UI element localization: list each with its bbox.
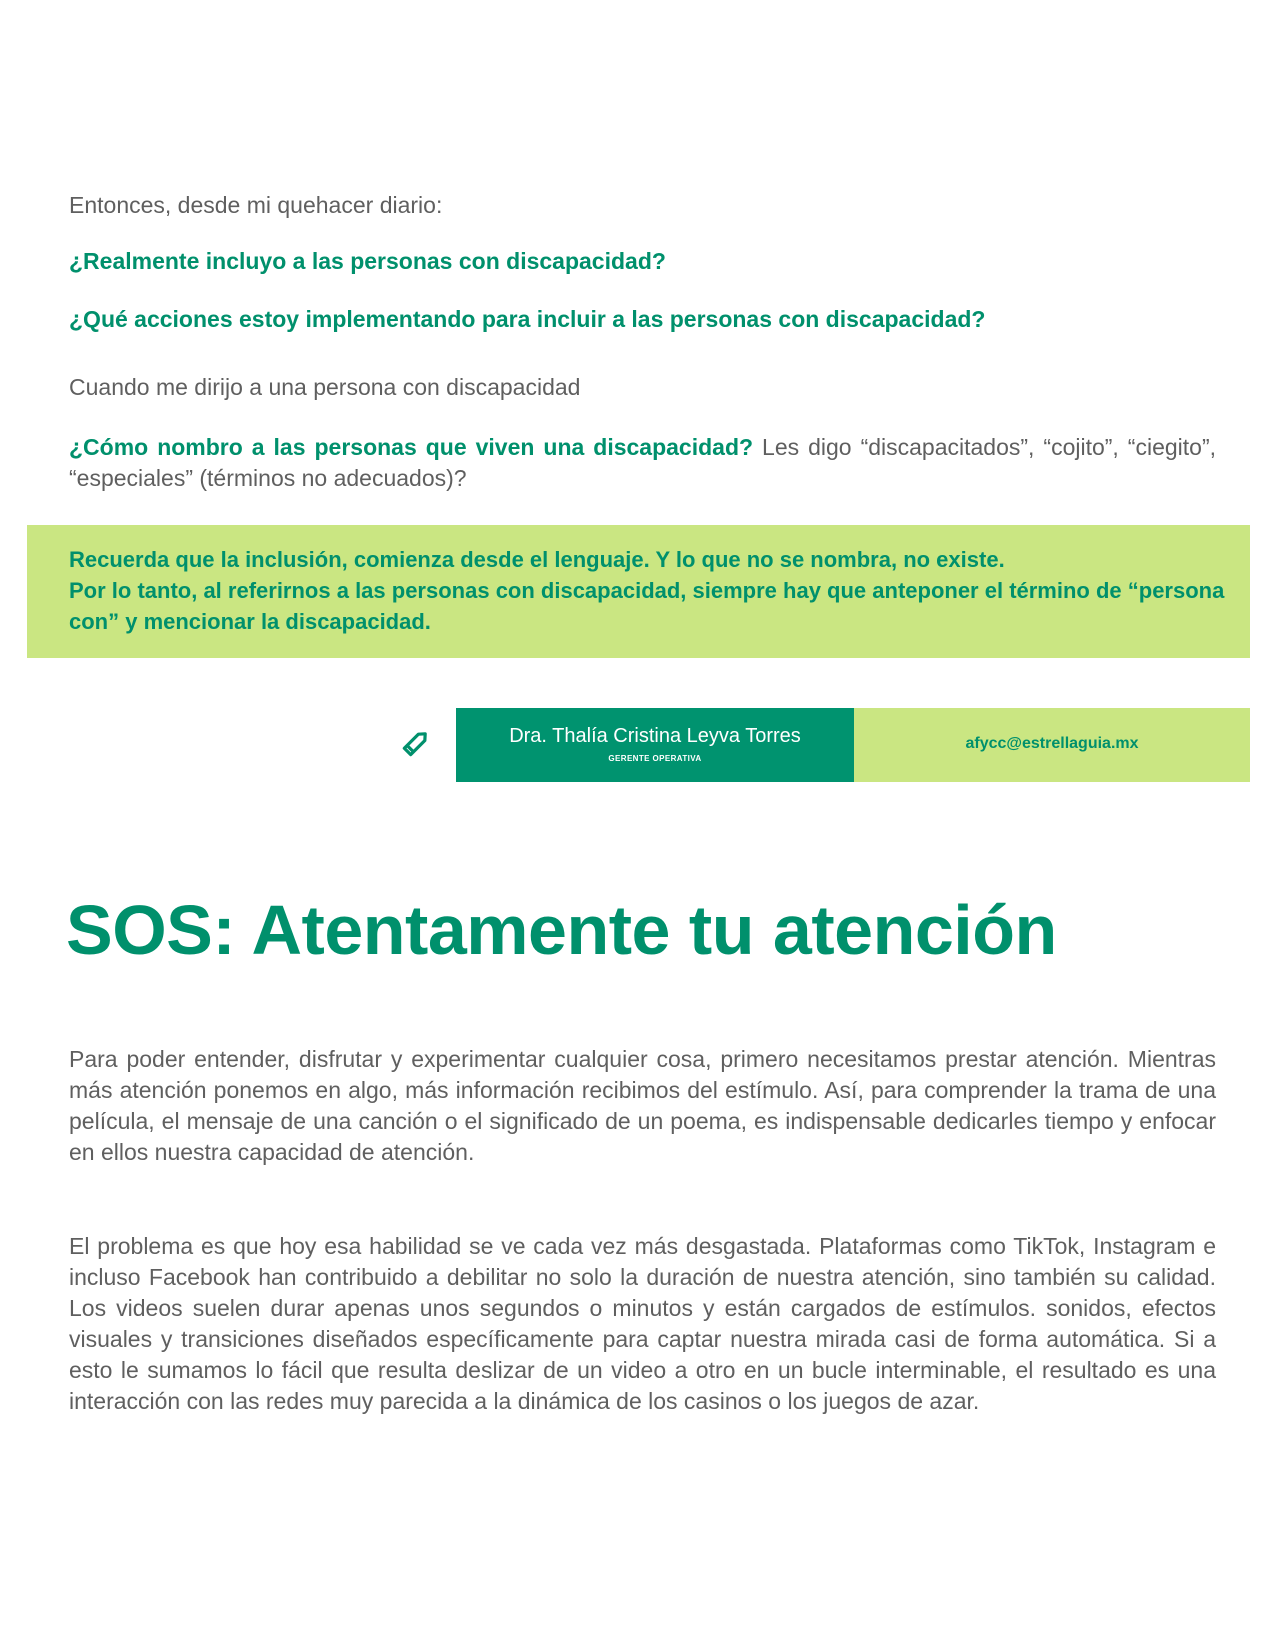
callout-line-2: Por lo tanto, al referirnos a las personas con discapacidad, siempre hay que anteponer el término de “persona con” y mencionar la discapacidad.: [69, 578, 1225, 634]
question-3: [69, 432, 1216, 494]
author-box: [456, 708, 854, 782]
article-paragraph-1: Para poder entender, disfrutar y experimentar cualquier cosa, primero necesitamos prestar atención. Mientras más atención ponemos en algo, más información recibimos del estímulo. Así, para comprender la trama de una película, el mensaje de una canción o el significado de un poema, es indispensable dedicarles tiempo y enfocar en ellos nuestra capacidad de atención.: [69, 1046, 1216, 1165]
author-role: GERENTE OPERATIVA: [608, 754, 702, 763]
email-box: [854, 708, 1250, 782]
intro-text: Entonces, desde mi quehacer diario:: [69, 192, 443, 218]
callout-line-1: Recuerda que la inclusión, comienza desde el lenguaje. Y lo que no se nombra, no existe.: [69, 547, 1005, 572]
author-name: Dra. Thalía Cristina Leyva Torres: [509, 725, 801, 747]
article-title: SOS: Atentamente tu atención: [66, 891, 1057, 969]
callout-text: [69, 544, 1229, 637]
question-3-bold: ¿Cómo nombro a las personas que viven una discapacidad?: [69, 434, 754, 460]
author-email[interactable]: afycc@estrellaguia.mx: [965, 735, 1139, 752]
intro-line-2: Cuando me dirijo a una persona con discapacidad: [69, 374, 581, 400]
question-2: ¿Qué acciones estoy implementando para incluir a las personas con discapacidad?: [69, 306, 986, 332]
pencil-icon: [398, 725, 434, 761]
article-paragraph-2: El problema es que hoy esa habilidad se ve cada vez más desgastada. Plataformas como TikTok, Instagram e incluso Facebook han contribuido a debilitar no solo la duración de nuestra atención, sino también su calidad. Los videos suelen durar apenas unos segundos o minutos y están cargados de estímulos. sonidos, efectos visuales y transiciones diseñados específicamente para captar nuestra mirada casi de forma automática. Si a esto le sumamos lo fácil que resulta deslizar de un video a otro en un bucle interminable, el resultado es una interacción con las redes muy parecida a la dinámica de los casinos o los juegos de azar.: [69, 1233, 1216, 1414]
question-3-rest: Les digo “discapacitados”, “cojito”, “ciegito”, “especiales” (términos no adecuados)?: [69, 434, 1216, 491]
callout-box: [27, 525, 1250, 658]
question-1: ¿Realmente incluyo a las personas con discapacidad?: [69, 248, 666, 274]
